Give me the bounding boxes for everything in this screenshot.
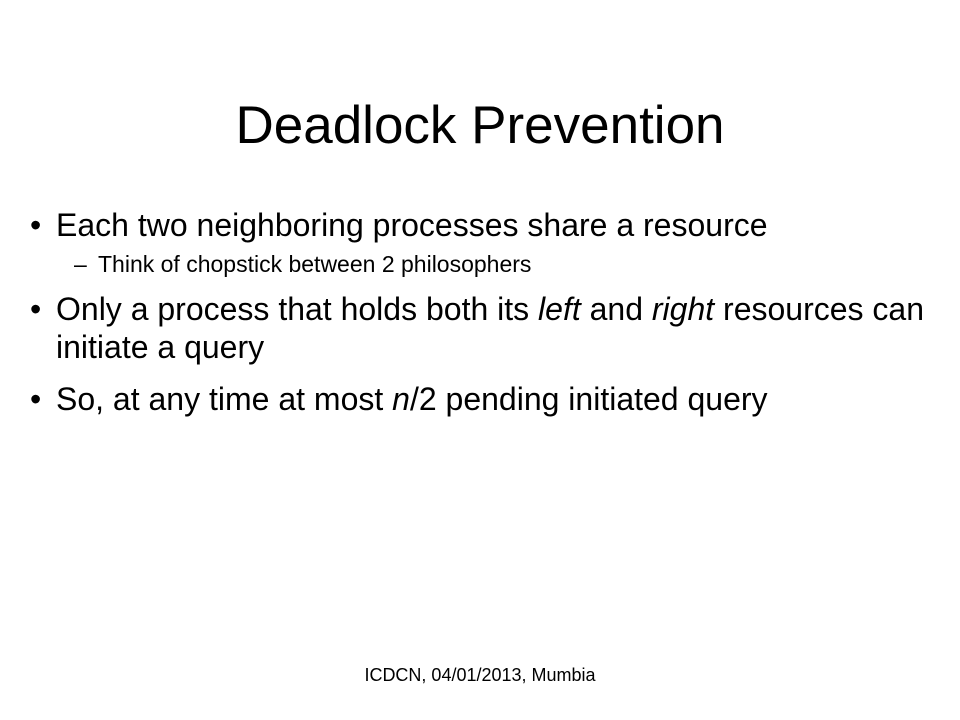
bullet-text-part: /2 pending initiated query	[409, 381, 768, 417]
sub-bullet-item	[74, 248, 930, 280]
bullet-text-part: Only a process that holds both its	[56, 291, 539, 327]
bullet-item	[30, 380, 930, 418]
bullet-text-part: So, at any time at most	[56, 381, 393, 417]
slide-content	[30, 206, 930, 432]
bullet-emphasis-right: right	[651, 291, 715, 327]
bullet-dot: •	[30, 291, 42, 327]
bullet-text-part: and	[580, 291, 652, 327]
bullet-emphasis-left: left	[538, 291, 581, 327]
sub-bullet-text: Think of chopstick between 2 philosophers	[98, 251, 532, 277]
bullet-emphasis-n: n	[392, 381, 410, 417]
bullet-dot: •	[30, 381, 42, 417]
bullet-item	[30, 290, 930, 366]
sub-bullet-dash: –	[74, 251, 87, 277]
slide-title: Deadlock Prevention	[235, 96, 725, 155]
bullet-item	[30, 206, 930, 244]
bullet-text: Each two neighboring processes share a resource	[56, 207, 768, 243]
slide-footer: ICDCN, 04/01/2013, Mumbia	[364, 665, 596, 685]
bullet-text-part: resources can initiate a query	[56, 291, 925, 365]
bullet-dot: •	[30, 207, 42, 243]
